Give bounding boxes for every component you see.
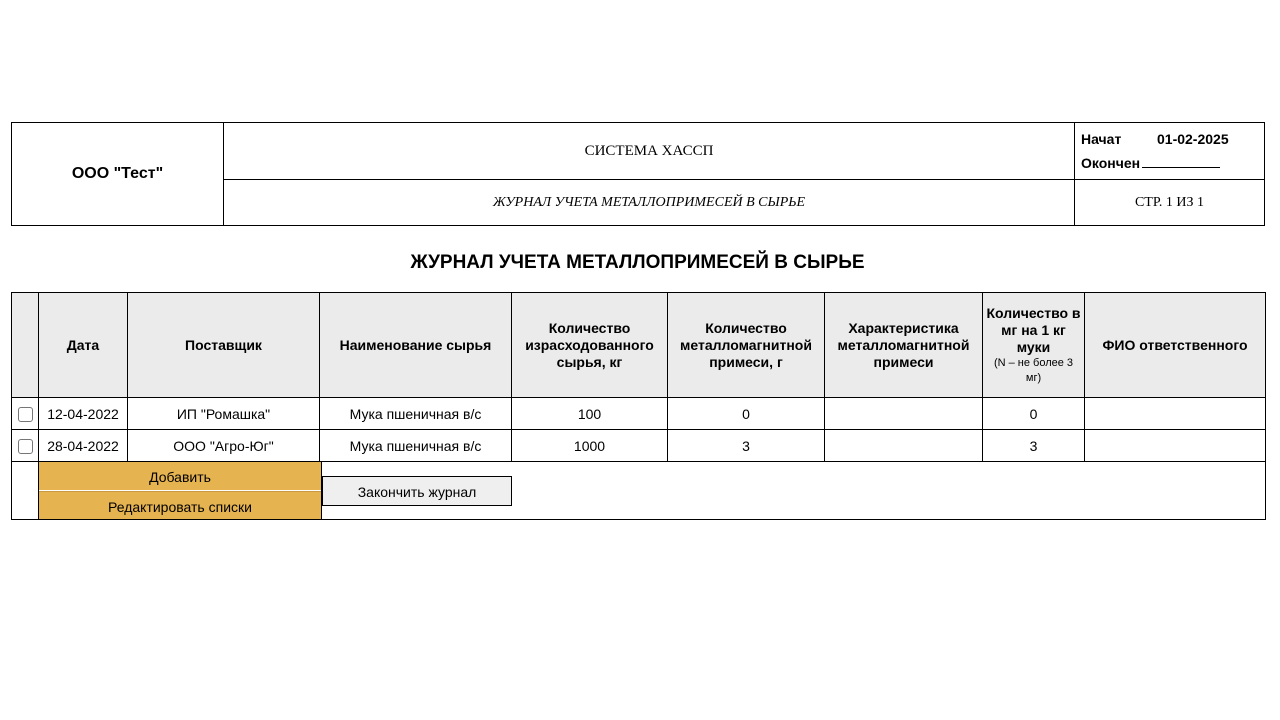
- cell-material: Мука пшеничная в/с: [320, 398, 512, 430]
- actions-row: [12, 462, 1266, 520]
- mg-per-kg-title: Количество в мг на 1 кг муки: [986, 304, 1081, 355]
- cell-material: Мука пшеничная в/с: [320, 430, 512, 462]
- cell-metal-qty: 3: [668, 430, 825, 462]
- page-indicator: СТР. 1 ИЗ 1: [1075, 180, 1265, 226]
- document-header: [11, 122, 1265, 226]
- cell-metal-char: [825, 430, 983, 462]
- cell-mg-per-kg: 3: [983, 430, 1085, 462]
- cell-metal-qty: 0: [668, 398, 825, 430]
- organization-name: ООО "Тест": [12, 123, 224, 226]
- actions-cell: [39, 462, 1266, 520]
- column-header-used-qty: Количество израсходованного сырья, кг: [512, 293, 668, 398]
- cell-date: 12-04-2022: [39, 398, 128, 430]
- cell-mg-per-kg: 0: [983, 398, 1085, 430]
- table-row: [12, 398, 1266, 430]
- journal-dates: [1075, 123, 1265, 180]
- select-column-header: [12, 293, 39, 398]
- column-header-material: Наименование сырья: [320, 293, 512, 398]
- cell-used-qty: 1000: [512, 430, 668, 462]
- row-select-cell: [12, 398, 39, 430]
- system-name: СИСТЕМА ХАССП: [224, 123, 1075, 180]
- page-title: ЖУРНАЛ УЧЕТА МЕТАЛЛОПРИМЕСЕЙ В СЫРЬЕ: [410, 252, 865, 273]
- actions-lead-cell: [12, 462, 39, 520]
- column-header-mg-per-kg: [983, 293, 1085, 398]
- cell-supplier: ООО "Агро-Юг": [128, 430, 320, 462]
- finish-journal-button[interactable]: Закончить журнал: [322, 476, 512, 506]
- cell-responsible: [1085, 430, 1266, 462]
- column-header-metal-qty: Количество металломагнитной примеси, г: [668, 293, 825, 398]
- journal-title: ЖУРНАЛ УЧЕТА МЕТАЛЛОПРИМЕСЕЙ В СЫРЬЕ: [224, 180, 1075, 226]
- finished-date-blank: [1142, 153, 1220, 168]
- column-header-supplier: Поставщик: [128, 293, 320, 398]
- mg-per-kg-norm-note: (N – не более 3 мг): [993, 356, 1074, 384]
- row-select-cell: [12, 430, 39, 462]
- column-header-responsible: ФИО ответственного: [1085, 293, 1266, 398]
- add-button[interactable]: Добавить: [39, 462, 321, 490]
- started-label: Начат: [1081, 131, 1122, 147]
- finished-label: Окончен: [1081, 155, 1141, 171]
- started-date: 01-02-2025: [1157, 131, 1229, 147]
- actions-area: [39, 462, 1265, 519]
- edit-lists-button[interactable]: Редактировать списки: [39, 491, 321, 519]
- row-checkbox[interactable]: [18, 439, 33, 454]
- row-checkbox[interactable]: [18, 407, 33, 422]
- log-table: [11, 292, 1266, 520]
- cell-supplier: ИП "Ромашка": [128, 398, 320, 430]
- cell-metal-char: [825, 398, 983, 430]
- table-header-row: [12, 293, 1266, 398]
- column-header-metal-char: Характеристика металломагнитной примеси: [825, 293, 983, 398]
- cell-used-qty: 100: [512, 398, 668, 430]
- cell-date: 28-04-2022: [39, 430, 128, 462]
- table-row: [12, 430, 1266, 462]
- cell-responsible: [1085, 398, 1266, 430]
- column-header-date: Дата: [39, 293, 128, 398]
